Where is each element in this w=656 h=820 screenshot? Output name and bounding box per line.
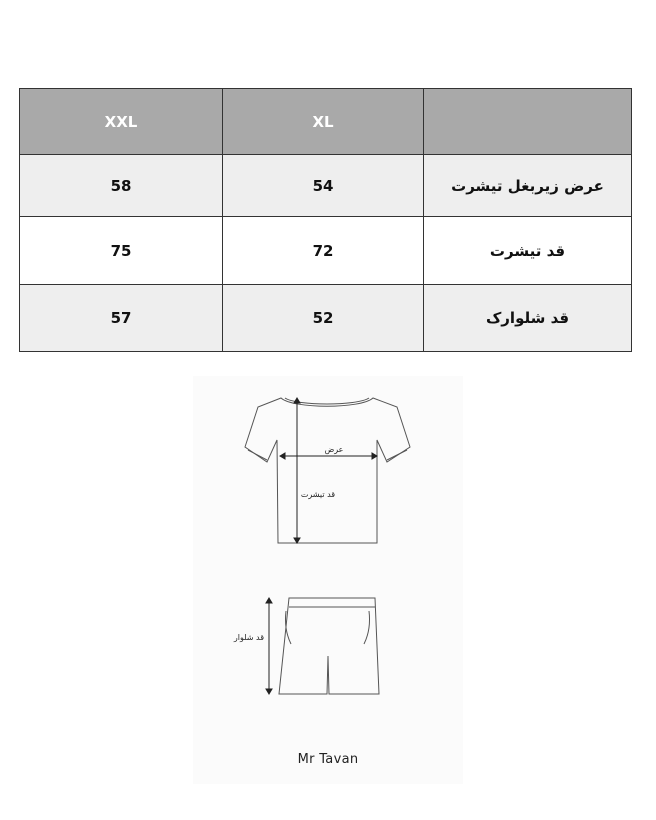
cell-measure-label: عرض زیربغل تیشرت: [424, 155, 632, 217]
header-xxl: XXL: [20, 89, 223, 155]
garment-drawing: [193, 376, 463, 784]
cell-xxl: 57: [20, 285, 223, 352]
shorts-icon: [279, 598, 379, 694]
table-header-row: [20, 89, 632, 155]
tshirt-width-label: عرض: [324, 445, 344, 454]
cell-xxl: 58: [20, 155, 223, 217]
brand-name: Mr Tavan: [297, 752, 359, 767]
tshirt-length-arrow: [294, 398, 300, 543]
tshirt-length-label: قد تیشرت: [300, 490, 336, 499]
table-row: [20, 155, 632, 217]
size-chart-table: [19, 88, 632, 352]
cell-measure-label: قد شلوارک: [424, 285, 632, 352]
shorts-length-arrow: [266, 598, 272, 694]
table-row: [20, 217, 632, 285]
header-measure: [424, 89, 632, 155]
tshirt-icon: [245, 398, 410, 543]
cell-xxl: 75: [20, 217, 223, 285]
cell-xl: 54: [223, 155, 424, 217]
cell-xl: 52: [223, 285, 424, 352]
header-xl: XL: [223, 89, 424, 155]
shorts-length-label: قد شلوار: [233, 633, 265, 642]
cell-measure-label: قد تیشرت: [424, 217, 632, 285]
cell-xl: 72: [223, 217, 424, 285]
table-row: [20, 285, 632, 352]
measurement-diagram: [193, 376, 463, 784]
